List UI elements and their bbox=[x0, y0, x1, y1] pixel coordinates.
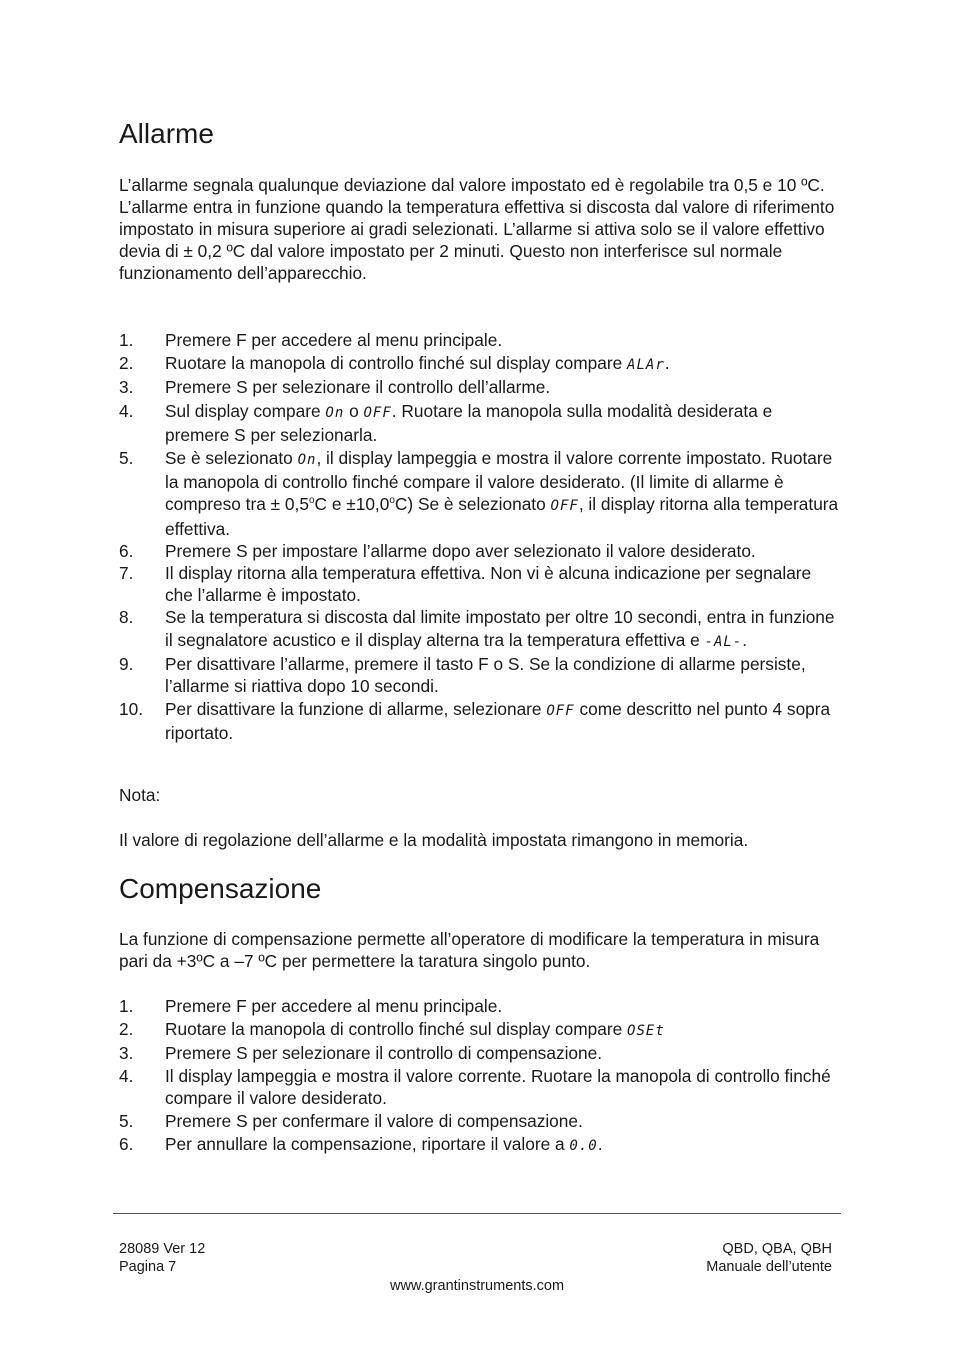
list-item: 3. Premere S per selezionare il controllo di compensazione. bbox=[119, 1043, 603, 1064]
list-item: 4. Sul display compare On o OFF. Ruotare la manopola sulla modalità desiderata e premere S per selezionarla. bbox=[119, 400, 773, 445]
list-item: 2. Ruotare la manopola di controllo finché sul display compare OSEt bbox=[119, 1019, 665, 1040]
alarm-intro: L’allarme segnala qualunque deviazione dal valore impostato ed è regolabile tra 0,5 e 10 ºC. L’allarme entra in funzione quando la temperatura effettiva si discosta dal valore di riferimento impostato in misura superiore ai gradi selezionati. L’allarme si attiva solo se il valore effettivo devia di ± 0,2 ºC dal valore impostato per 2 minuti. Questo non interferisce sul normale funzionamento dell’apparecchio. bbox=[119, 175, 835, 283]
display-code-alar: ALAr bbox=[627, 357, 665, 374]
list-item: 1. Premere F per accedere al menu principale. bbox=[119, 330, 503, 350]
compensation-title: Compensazione bbox=[119, 873, 322, 904]
display-code-on: On bbox=[325, 404, 345, 421]
list-item: 5. Se è selezionato On, il display lampeggia e mostra il valore corrente impostato. Ruotare la manopola di controllo finché compare il valore desiderato. (Il limite di allarme è compreso tra ± $0,5^oC$ $e \pm 10,0^oC$) Se è selezionato OFF, il display ritorna alla temperatura effettiva. bbox=[119, 448, 839, 539]
display-code-on: On bbox=[297, 452, 317, 469]
footer-page-number: Pagina 7 bbox=[119, 1259, 177, 1275]
list-item: 10. Per disattivare la funzione di allarme, selezionare OFF come descritto nel punto 4 sopra riportato. bbox=[119, 699, 831, 744]
note-text: Il valore di regolazione dell’allarme e la modalità impostata rimangono in memoria. bbox=[119, 830, 749, 850]
footer-website: www.grantinstruments.com bbox=[389, 1278, 565, 1294]
list-item: 3. Premere S per selezionare il controllo dell’allarme. bbox=[119, 377, 551, 398]
list-item: 7. Il display ritorna alla temperatura effettiva. Non vi è alcuna indicazione per segnalare che l’allarme è impostato. bbox=[119, 563, 812, 606]
list-item: 2. Ruotare la manopola di controllo finché sul display compare ALAr. bbox=[119, 353, 670, 374]
alarm-title: Allarme bbox=[119, 118, 214, 149]
list-item: 6. Per annullare la compensazione, riportare il valore a 0.0. bbox=[119, 1134, 603, 1155]
alarm-steps bbox=[119, 329, 839, 745]
list-item: 5. Premere S per confermare il valore di compensazione. bbox=[119, 1111, 583, 1132]
compensation-intro: La funzione di compensazione permette all’operatore di modificare la temperatura in misura pari da +3ºC a –7 ºC per permettere la taratura singolo punto. bbox=[119, 929, 820, 971]
footer-manual: Manuale dell’utente bbox=[706, 1259, 832, 1275]
list-item: 4. Il display lampeggia e mostra il valore corrente. Ruotare la manopola di controllo finché compare il valore desiderato. bbox=[119, 1065, 831, 1108]
note-label: Nota: bbox=[119, 785, 161, 805]
display-code-oset: OSEt bbox=[627, 1023, 665, 1040]
display-code-al: -AL- bbox=[704, 633, 743, 650]
compensation-steps bbox=[119, 995, 839, 1157]
display-code-off: OFF bbox=[546, 703, 575, 720]
footer-doc-number: 28089 Ver 12 bbox=[119, 1241, 206, 1257]
list-item: 1. Premere F per accedere al menu principale. bbox=[119, 996, 503, 1016]
display-code-zero: 0.0 bbox=[569, 1138, 598, 1155]
list-item: 9. Per disattivare l’allarme, premere il tasto F o S. Se la condizione di allarme persiste, l’allarme si riattiva dopo 10 secondi. bbox=[119, 653, 806, 697]
display-code-off: OFF bbox=[363, 404, 392, 421]
list-item: 8. Se la temperatura si discosta dal limite impostato per oltre 10 secondi, entra in funzione il segnalatore acustico e il display alterna tra la temperatura effettiva e -AL-. bbox=[119, 607, 835, 650]
list-item: 6. Premere S per impostare l’allarme dopo aver selezionato il valore desiderato. bbox=[119, 540, 756, 561]
display-code-off: OFF bbox=[550, 498, 579, 515]
footer-models: QBD, QBA, QBH bbox=[722, 1241, 832, 1257]
footer-divider bbox=[113, 1213, 841, 1214]
